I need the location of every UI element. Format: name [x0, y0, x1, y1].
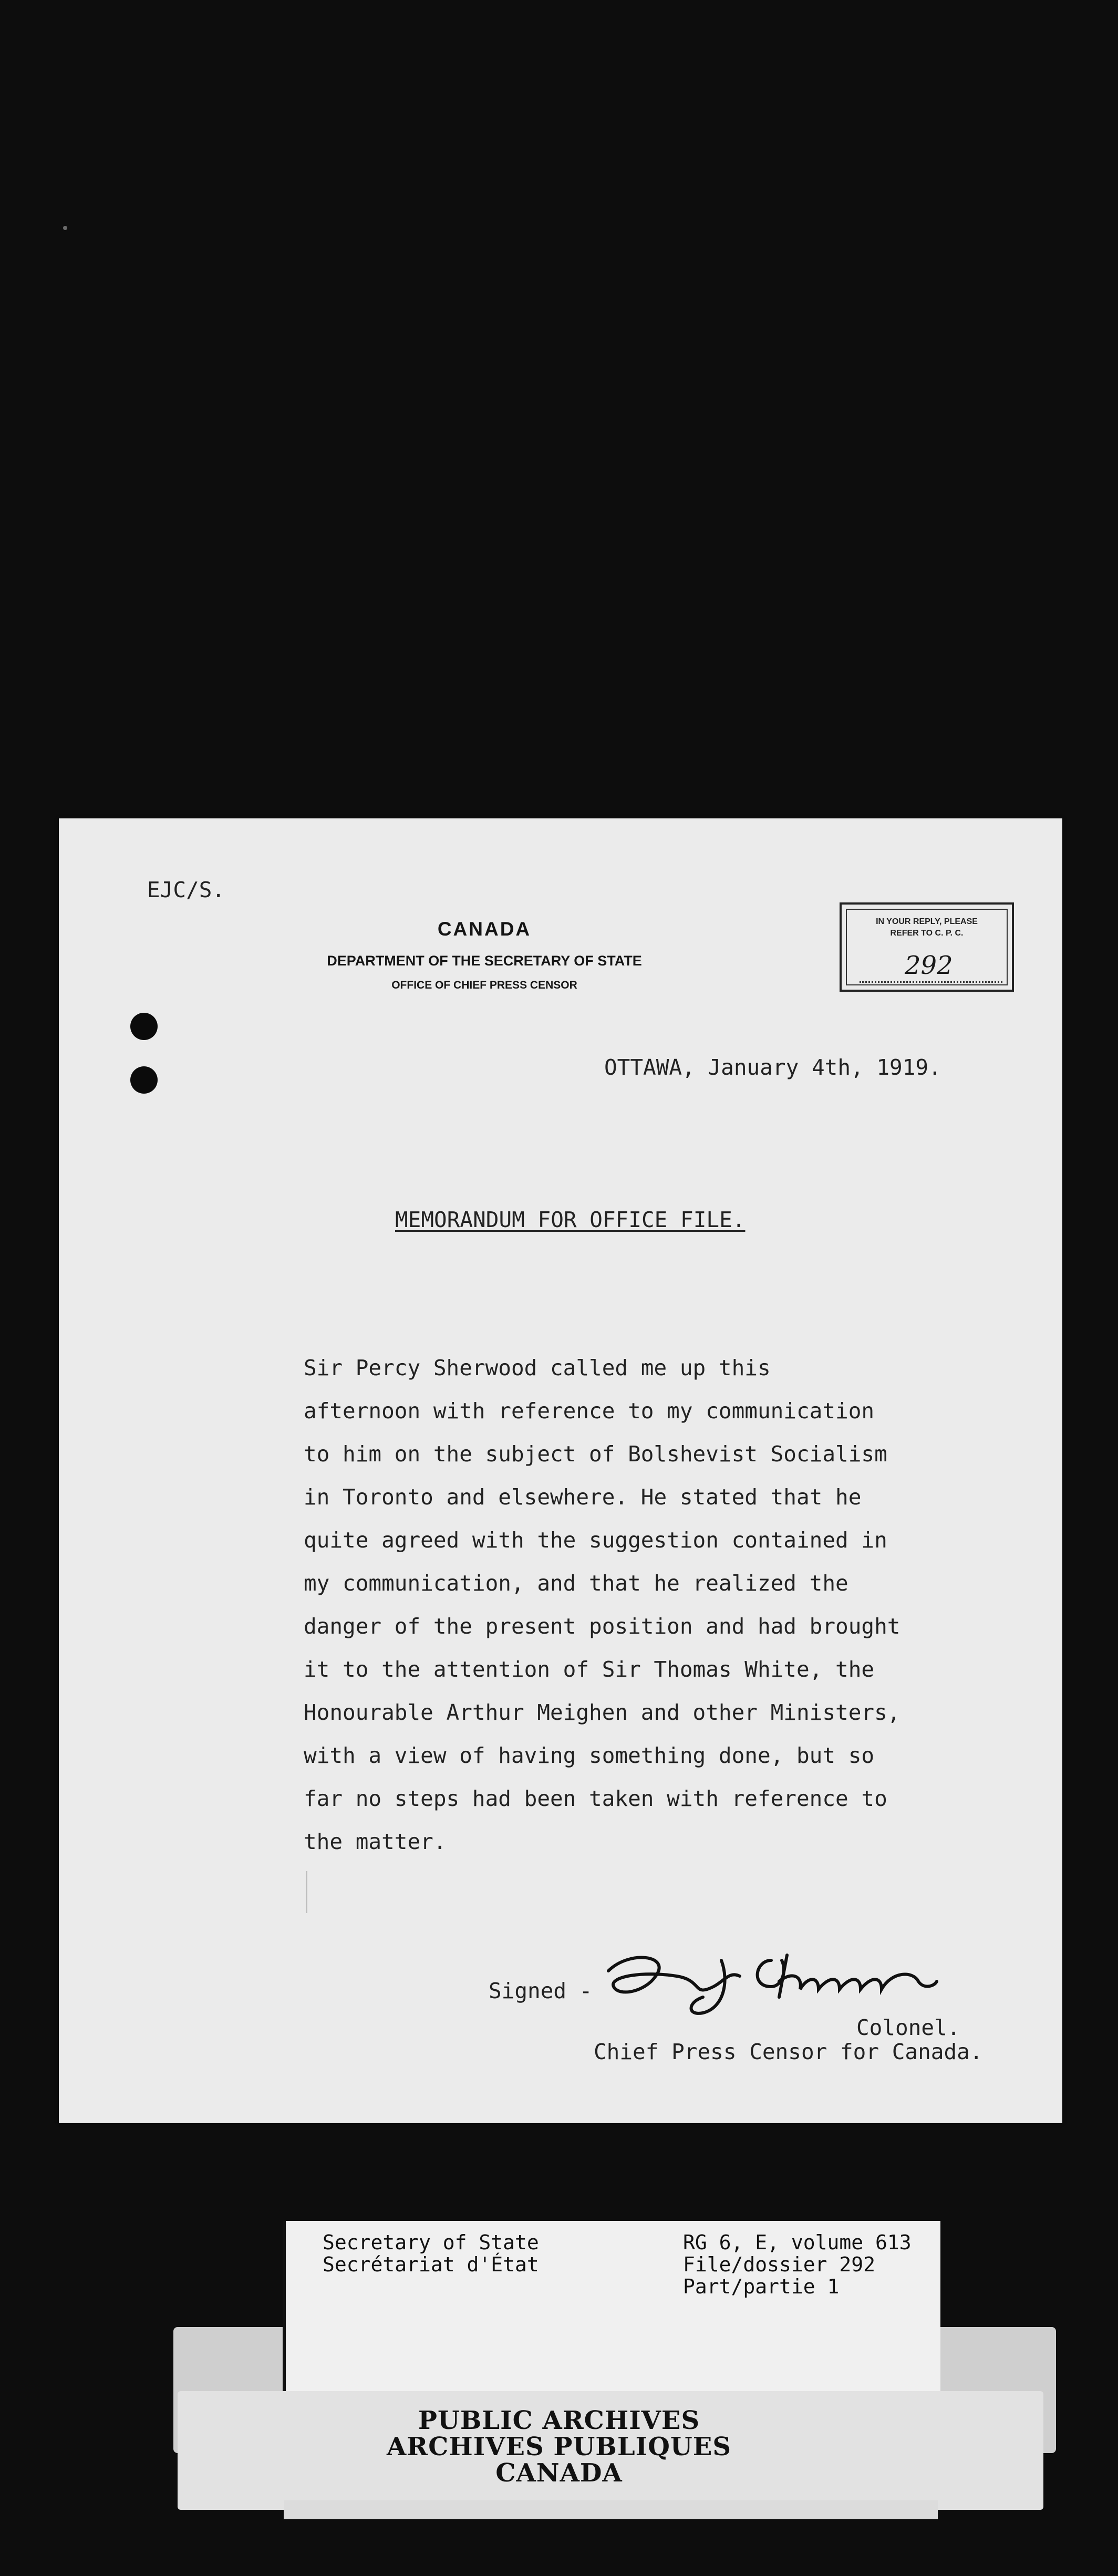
film-dust-speck — [63, 226, 67, 230]
reference-code: EJC/S. — [147, 877, 225, 902]
archive-part: Part/partie 1 — [683, 2275, 840, 2298]
reply-box-line-1: IN YOUR REPLY, PLEASE — [876, 917, 978, 926]
date-line: OTTAWA, January 4th, 1919. — [604, 1055, 941, 1080]
pencil-mark — [306, 1871, 307, 1913]
letterhead-office: OFFICE OF CHIEF PRESS CENSOR — [391, 979, 577, 991]
body-line: far no steps had been taken with reference to — [304, 1786, 887, 1811]
archive-department-fr: Secrétariat d'État — [323, 2253, 539, 2276]
body-line: with a view of having something done, but so — [304, 1743, 875, 1768]
signatory-title: Chief Press Censor for Canada. — [594, 2039, 983, 2064]
body-line: the matter. — [304, 1829, 447, 1854]
archive-reference-card — [283, 2221, 940, 2394]
letterhead-country: CANADA — [437, 918, 532, 940]
reply-box-dotted-line — [860, 981, 1002, 983]
body-line: quite agreed with the suggestion contained in — [304, 1528, 887, 1553]
signatory-rank: Colonel. — [856, 2015, 960, 2040]
body-line: my communication, and that he realized the — [304, 1571, 848, 1596]
archive-reference — [683, 2231, 912, 2298]
archive-department-en: Secretary of State — [323, 2231, 539, 2254]
reply-box-line-2: REFER TO C. P. C. — [890, 929, 964, 938]
handwritten-signature — [598, 1939, 939, 2018]
body-line: to him on the subject of Bolshevist Socialism — [304, 1441, 887, 1467]
signed-label: Signed - — [489, 1978, 593, 2003]
archives-stamp-line-1: PUBLIC ARCHIVES — [418, 2406, 700, 2435]
body-line: it to the attention of Sir Thomas White, the — [304, 1657, 875, 1682]
reply-reference-box — [840, 902, 1014, 992]
body-line: Sir Percy Sherwood called me up this — [304, 1355, 771, 1380]
archive-department — [323, 2231, 539, 2276]
body-line: in Toronto and elsewhere. He stated that he — [304, 1484, 862, 1510]
punch-hole-top — [130, 1013, 158, 1040]
memo-heading: MEMORANDUM FOR OFFICE FILE. — [395, 1207, 746, 1232]
body-line: Honourable Arthur Meighen and other Ministers, — [304, 1700, 900, 1725]
body-line: afternoon with reference to my communication — [304, 1398, 875, 1424]
body-line: danger of the present position and had brought — [304, 1614, 900, 1639]
letterhead-department: DEPARTMENT OF THE SECRETARY OF STATE — [327, 953, 642, 969]
reply-box-file-number: 292 — [905, 951, 953, 980]
archive-box-strip — [284, 2500, 938, 2519]
archive-record-group: RG 6, E, volume 613 — [683, 2231, 912, 2254]
archives-stamp-line-3: CANADA — [495, 2458, 623, 2488]
punch-hole-bottom — [130, 1066, 158, 1094]
archive-file-dossier: File/dossier 292 — [683, 2253, 876, 2276]
archives-stamp-line-2: ARCHIVES PUBLIQUES — [387, 2432, 731, 2461]
memo-sheet — [59, 818, 1062, 2123]
